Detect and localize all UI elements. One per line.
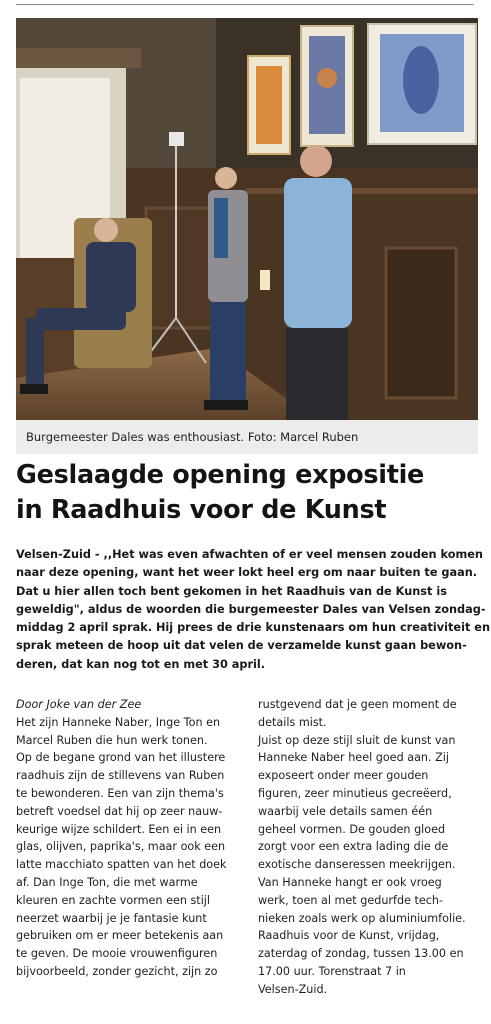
body-line: kleuren en zachte vormen een stijl: [16, 893, 211, 907]
lead-line: geweldig", aldus de woorden die burgemeester Dales van Velsen zondag-: [16, 602, 486, 616]
body-line: Marcel Ruben die hun werk tonen.: [16, 733, 208, 747]
headline-line: Geslaagde opening expositie: [16, 460, 425, 490]
photo-caption: Burgemeester Dales was enthousiast. Foto: Marcel Ruben: [16, 420, 478, 454]
body-line: te bewonderen. Een van zijn thema's: [16, 786, 224, 800]
body-line: 17.00 uur. Torenstraat 7 in: [258, 964, 406, 978]
body-line: Juist op deze stijl sluit de kunst van: [258, 733, 456, 747]
article-column-1: [16, 696, 240, 981]
lead-line: middag 2 april sprak. Hij prees de drie kunstenaars om hun creativiteit en: [16, 621, 490, 635]
body-line: Velsen-Zuid.: [258, 982, 328, 996]
body-line: Het zijn Hanneke Naber, Inge Ton en: [16, 715, 221, 729]
body-line: af. Dan Inge Ton, die met warme: [16, 875, 198, 889]
body-line: Op de begane grond van het illustere: [16, 751, 226, 765]
body-line: latte macchiato spatten van het doek: [16, 858, 227, 872]
body-line: details mist.: [258, 715, 327, 729]
body-line: betreft voedsel dat hij op zeer nauw-: [16, 804, 223, 818]
lead-line: sprak meteen de hoop uit dat velen de verzamelde kunst gaan bewon-: [16, 639, 467, 653]
body-line: Hanneke Naber heel goed aan. Zij: [258, 751, 450, 765]
body-line: te geven. De mooie vrouwenfiguren: [16, 947, 218, 961]
body-line: nieken zoals werk op aluminiumfolie.: [258, 911, 466, 925]
article-headline: [16, 458, 482, 528]
body-line: bijvoorbeeld, zonder gezicht, zijn zo: [16, 964, 218, 978]
top-rule: [16, 4, 474, 5]
body-line: werk, toen al met gedurfde tech-: [258, 893, 444, 907]
headline-line: in Raadhuis voor de Kunst: [16, 495, 387, 525]
body-line: keurige wijze schildert. Een ei in een: [16, 822, 222, 836]
column-1-body: [16, 714, 240, 981]
body-line: Van Hanneke hangt er ook vroeg: [258, 875, 442, 889]
body-line: Raadhuis voor de Kunst, vrijdag,: [258, 929, 440, 943]
byline: Door Joke van der Zee: [16, 698, 142, 711]
article-photo: [16, 18, 478, 420]
body-line: glas, olijven, paprika's, maar ook een: [16, 840, 226, 854]
gallery-scene-image: [16, 18, 478, 420]
body-line: neerzet waarbij je je fantasie kunt: [16, 911, 207, 925]
body-line: exposeert onder meer gouden: [258, 769, 429, 783]
lead-line: deren, dat kan nog tot en met 30 april.: [16, 657, 266, 671]
article-lead: [16, 546, 490, 674]
body-line: figuren, zeer minutieus gecreëerd,: [258, 786, 452, 800]
body-line: raadhuis zijn de stillevens van Ruben: [16, 769, 225, 783]
body-line: waarbij vele details samen één: [258, 804, 433, 818]
lead-line: Velsen-Zuid - ,,Het was even afwachten of er veel mensen zouden komen: [16, 548, 483, 561]
body-line: gebruiken om er meer betekenis aan: [16, 929, 224, 943]
article-column-2: [258, 696, 480, 999]
column-2-body: [258, 696, 480, 999]
lead-line: Dat u hier allen toch bent gekomen in het Raadhuis van de Kunst is: [16, 584, 447, 598]
body-line: exotische danseressen meekrijgen.: [258, 858, 456, 872]
lead-line: naar deze opening, want het weer lokt heel erg om naar buiten te gaan.: [16, 566, 478, 580]
body-line: geheel vormen. De gouden gloed: [258, 822, 446, 836]
body-line: zorgt voor een extra lading die de: [258, 840, 449, 854]
body-line: zaterdag of zondag, tussen 13.00 en: [258, 947, 464, 961]
body-line: rustgevend dat je geen moment de: [258, 698, 457, 711]
